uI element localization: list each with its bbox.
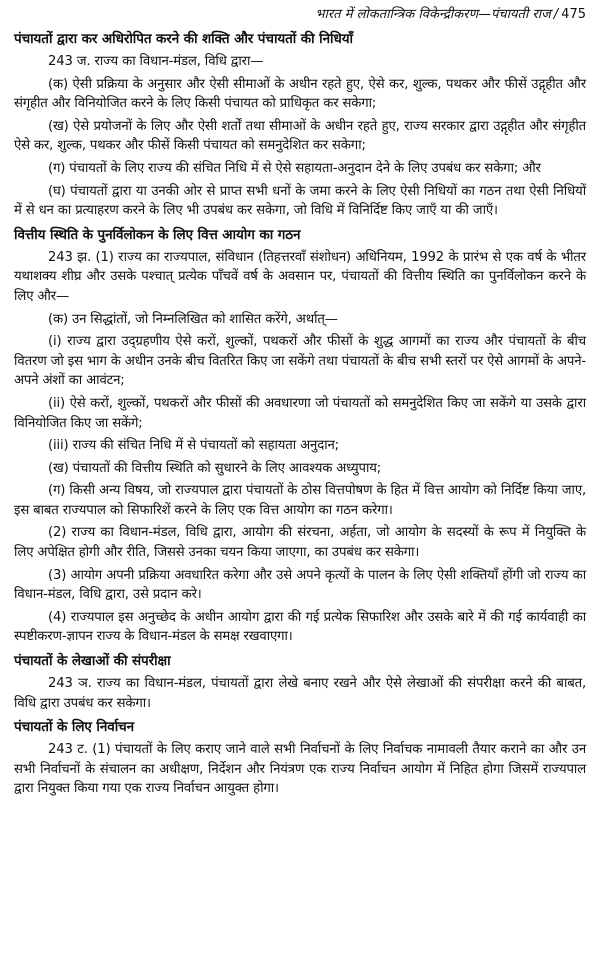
- running-title: भारत में लोकतान्त्रिक विकेन्द्रीकरण—पंचायती राज: [315, 7, 551, 22]
- article-243k-clause-1: 243 ट. (1) पंचायतों के लिए कराए जाने वाले सभी निर्वाचनों के लिए निर्वाचक नामावली तैयार कराने का और उन सभी निर्वाचनों के संचालन का अधीक्षण, निर्देशन और नियंत्रण एक राज्य निर्वाचन आयोग में निहित होगा जिसमें राज्यपाल द्वारा नियुक्त किया गया एक राज्य निर्वाचन आयुक्त होगा।: [14, 742, 586, 797]
- article-243i-clause-1: 243 झ. (1) राज्य का राज्यपाल, संविधान (तिहत्तरवाँ संशोधन) अधिनियम, 1992 के प्रारंभ से एक वर्ष के भीतर यथाशक्य शीघ्र और उसके पश्चात् प्रत्येक पाँचवें वर्ष के अवसान पर, पंचायतों की वित्तीय स्थिति का पुनर्विलोकन करने के लिए और—: [14, 249, 586, 304]
- section-heading-audit: पंचायतों के लेखाओं की संपरीक्षा: [14, 653, 171, 670]
- subclause-ka: (क) उन सिद्धांतों, जो निम्नलिखित को शासित करेंगे, अर्थात्—: [48, 311, 338, 327]
- subclause-iii: (iii) राज्य की संचित निधि में से पंचायतों को सहायता अनुदान;: [48, 438, 339, 454]
- subclause-ii: (ii) ऐसे करों, शुल्कों, पथकरों और फीसों की अवधारणा जो पंचायतों को समनुदेशित किए जा सकेंगे या उसके द्वारा विनियोजित किए जा सकेंगे;: [14, 395, 586, 431]
- section-heading-elections: पंचायतों के लिए निर्वाचन: [14, 719, 134, 736]
- article-243i-clause-2: (2) राज्य का विधान-मंडल, विधि द्वारा, आयोग की संरचना, अर्हता, जो आयोग के सदस्यों के रूप में नियुक्ति के लिए अपेक्षित होगी और रीति, जिससे उनका चयन किया जाएगा, का उपबंध कर सकेगा।: [14, 525, 586, 561]
- section-heading-finance-commission: वित्तीय स्थिति के पुनर्विलोकन के लिए वित्त आयोग का गठन: [14, 226, 301, 243]
- article-243j: 243 ञ. राज्य का विधान-मंडल, पंचायतों द्वारा लेखे बनाए रखने और ऐसे लेखाओं की संपरीक्षा करने की बाबत, विधि द्वारा उपबंध कर सकेगा।: [14, 676, 586, 711]
- clause-ga: (ग) पंचायतों के लिए राज्य की संचित निधि में से ऐसे सहायता-अनुदान देने के लिए उपबंध कर सकेगा; और: [48, 160, 541, 176]
- page-number: 475: [561, 7, 586, 22]
- article-243i-clause-4: (4) राज्यपाल इस अनुच्छेद के अधीन आयोग द्वारा की गई प्रत्येक सिफारिश और उसके बारे में की गई कार्यवाही का स्पष्टीकरण-ज्ञापन राज्य के विधान-मंडल के समक्ष रखवाएगा।: [14, 609, 586, 645]
- header-separator: /: [553, 7, 559, 22]
- clause-kha: (ख) ऐसे प्रयोजनों के लिए और ऐसी शर्तों तथा सीमाओं के अधीन रहते हुए, राज्य सरकार द्वारा उद्गृहीत और संगृहीत ऐसे कर, शुल्क, पथकर और फीसें किसी पंचायत को समनुदेशित कर सकेगा;: [14, 118, 586, 154]
- subclause-ga: (ग) किसी अन्य विषय, जो राज्यपाल द्वारा पंचायतों के ठोस वित्तपोषण के हित में वित्त आयोग को निर्दिष्ट किया जाए, इस बाबत राज्यपाल को सिफारिशें करने के लिए एक वित्त आयोग का गठन करेगा।: [14, 483, 586, 518]
- subclause-i: (i) राज्य द्वारा उद्ग्रहणीय ऐसे करों, शुल्कों, पथकरों और फीसों के शुद्ध आगमों का राज्य और पंचायतों के बीच वितरण जो इस भाग के अधीन उनके बीच वितरित किए जा सकेंगे तथा पंचायतों के बीच सभी स्तरों पर ऐसे आगमों के अपने-अपने अंशों का आवंटन;: [14, 334, 586, 389]
- clause-gha: (घ) पंचायतों द्वारा या उनकी ओर से प्राप्त सभी धनों के जमा करने के लिए ऐसी निधियों का गठन तथा ऐसी निधियों में से धन का प्रत्याहरण करने के लिए भी उपबंध कर सकेगा, जो विधि में विनिर्दिष्ट किए जाएँ या की जाएँ।: [14, 183, 586, 219]
- article-243i-clause-3: (3) आयोग अपनी प्रक्रिया अवधारित करेगा और उसे अपने कृत्यों के पालन के लिए ऐसी शक्तियाँ होंगी जो राज्य का विधान-मंडल, विधि द्वारा, उसे प्रदान करे।: [14, 567, 586, 603]
- article-243h-intro: 243 ज. राज्य का विधान-मंडल, विधि द्वारा—: [48, 54, 264, 69]
- clause-ka: (क) ऐसी प्रक्रिया के अनुसार और ऐसी सीमाओं के अधीन रहते हुए, ऐसे कर, शुल्क, पथकर और फीसें उद्गृहीत और संगृहीत और विनियोजित करने के लिए किसी पंचायत को प्राधिकृत कर सकेगा;: [14, 76, 586, 112]
- running-header: [14, 6, 586, 24]
- section-heading-taxation-powers: पंचायतों द्वारा कर अधिरोपित करने की शक्ति और पंचायतों की निधियाँ: [14, 31, 353, 47]
- subclause-kha: (ख) पंचायतों की वित्तीय स्थिति को सुधारने के लिए आवश्यक अध्युपाय;: [48, 460, 382, 476]
